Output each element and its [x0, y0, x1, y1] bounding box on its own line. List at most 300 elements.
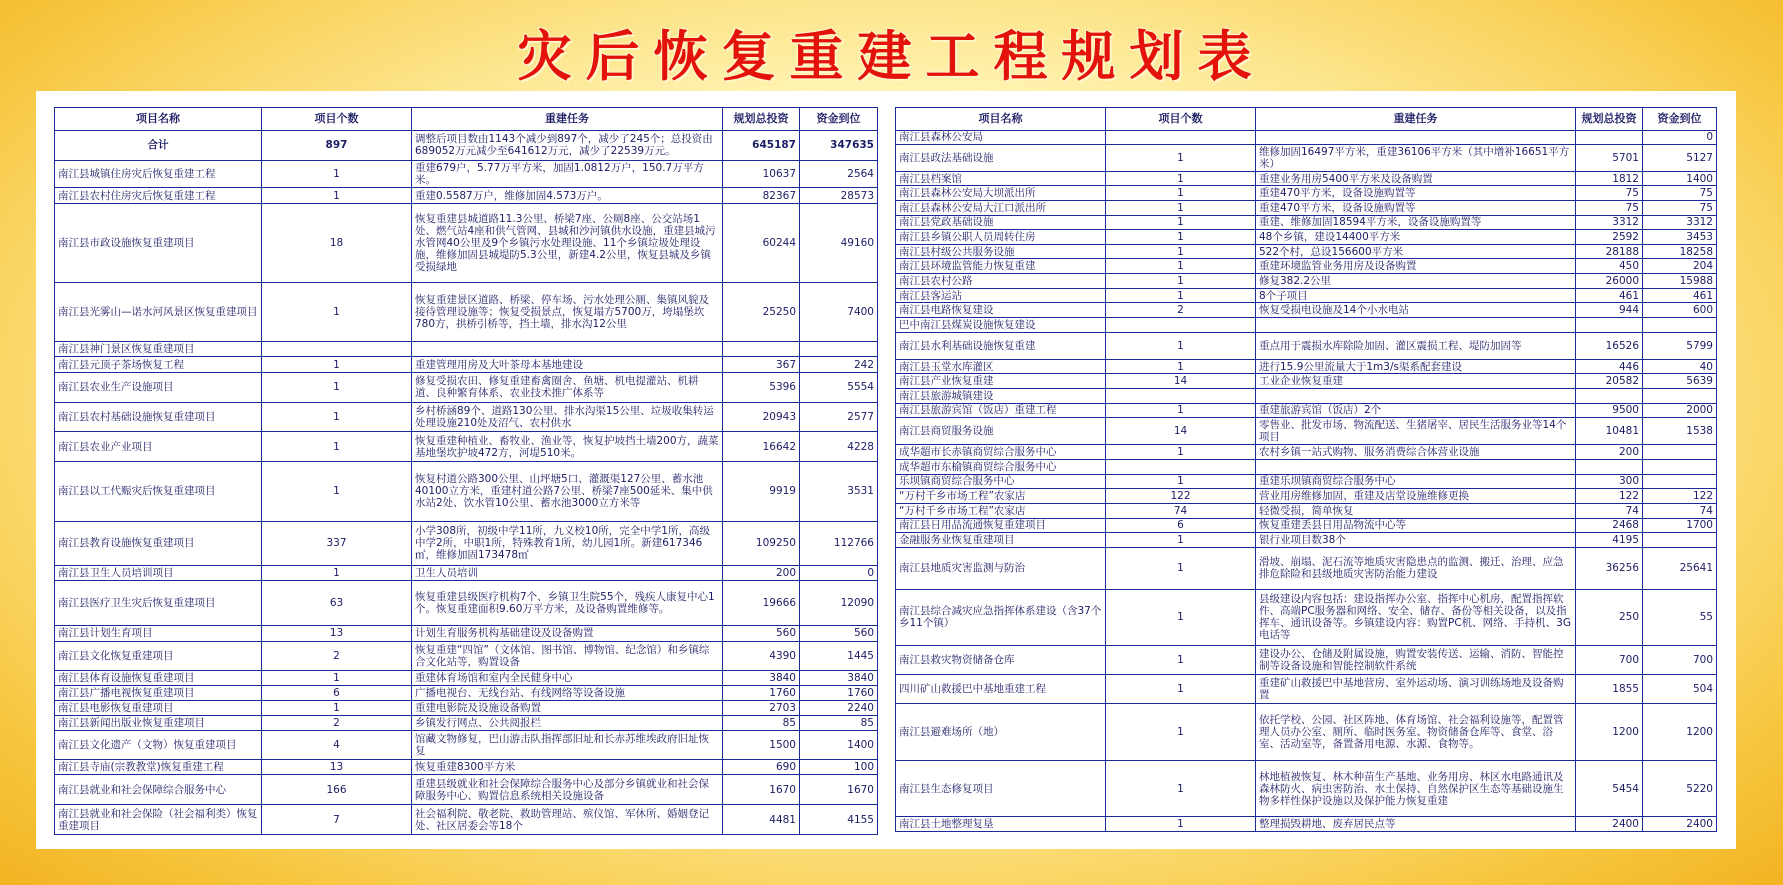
cell-total-investment: 82367	[723, 188, 800, 204]
cell-project-count: 1	[262, 373, 412, 403]
cell-total-investment: 10637	[723, 160, 800, 188]
table-row	[896, 403, 1717, 418]
table-row	[55, 566, 878, 581]
table-row	[896, 131, 1717, 145]
cell-task: 恢复重建“四馆”（文体馆、图书馆、博物馆、纪念馆）和乡镇综合文化站等，购置设备	[412, 641, 723, 671]
cell-total-investment: 200	[1576, 445, 1643, 460]
cell-task: 重建679户，5.77万平方米，加固1.0812万户，150.7万平方米。	[412, 160, 723, 188]
cell-funds-received	[1643, 460, 1717, 475]
cell-total-investment: 1760	[723, 686, 800, 701]
cell-funds-received: 1760	[800, 686, 878, 701]
cell-project-name: 南江县农业产业项目	[55, 432, 262, 462]
cell-project-count: 1	[1106, 359, 1256, 374]
cell-total-investment: 16526	[1576, 332, 1643, 359]
cell-task: 社会福利院、敬老院、救助管理站、殡仪馆、军休所、婚姻登记处、社区居委会等18个	[412, 805, 723, 835]
cell-total-investment	[1576, 460, 1643, 475]
cell-funds-received	[1643, 389, 1717, 404]
cell-total-investment	[723, 342, 800, 357]
cell-project-count: 2	[262, 715, 412, 730]
cell-funds-received: 347635	[800, 131, 878, 161]
cell-funds-received: 12090	[800, 581, 878, 626]
cell-project-name: 南江县森林公安局大坝派出所	[896, 186, 1106, 201]
cell-total-investment: 19666	[723, 581, 800, 626]
cell-funds-received: 4228	[800, 432, 878, 462]
cell-project-name: 南江县城镇住房灾后恢复重建工程	[55, 160, 262, 188]
left-table	[54, 107, 878, 835]
cell-total-investment: 250	[1576, 589, 1643, 645]
cell-total-investment: 944	[1576, 303, 1643, 318]
cell-total-investment: 16642	[723, 432, 800, 462]
cell-total-investment: 9919	[723, 462, 800, 521]
cell-funds-received: 18258	[1643, 244, 1717, 259]
cell-funds-received: 2000	[1643, 403, 1717, 418]
table-row	[55, 282, 878, 341]
cell-total-investment	[1576, 389, 1643, 404]
cell-task: 重建0.5587万户，维修加固4.573万户。	[412, 188, 723, 204]
cell-project-name: 四川矿山救援巴中基地重建工程	[896, 675, 1106, 704]
header-project-name: 项目名称	[55, 108, 262, 131]
header-funds-received: 资金到位	[1643, 108, 1717, 131]
table-row	[896, 547, 1717, 589]
cell-funds-received: 7400	[800, 282, 878, 341]
cell-project-name: 南江县日用品流通恢复重建项目	[896, 518, 1106, 533]
cell-project-name: 南江县就业和社会保险（社会福利类）恢复重建项目	[55, 805, 262, 835]
cell-total-investment: 450	[1576, 259, 1643, 274]
cell-total-investment: 690	[723, 760, 800, 775]
cell-total-investment: 5396	[723, 373, 800, 403]
cell-project-count: 1	[262, 357, 412, 373]
cell-funds-received	[1643, 317, 1717, 332]
cell-task: 重建环境监管业务用房及设备购置	[1256, 259, 1576, 274]
cell-funds-received: 5220	[1643, 760, 1717, 816]
table-row	[896, 418, 1717, 445]
cell-project-name: 南江县神门景区恢复重建项目	[55, 342, 262, 357]
cell-project-name: 南江县客运站	[896, 288, 1106, 303]
cell-task: 修复382.2公里	[1256, 274, 1576, 289]
cell-project-name: 南江县医疗卫生灾后恢复重建项目	[55, 581, 262, 626]
cell-task: 重建县级就业和社会保障综合服务中心及部分乡镇就业和社会保障服务中心、购置信息系统相关设施设备	[412, 775, 723, 805]
cell-project-name: 成华超市东榆镇商贸综合服务中心	[896, 460, 1106, 475]
cell-project-name: 南江县农业生产设施项目	[55, 373, 262, 403]
cell-project-count: 122	[1106, 489, 1256, 504]
header-project-name: 项目名称	[896, 108, 1106, 131]
table-row	[896, 171, 1717, 186]
table-row	[55, 686, 878, 701]
table-row	[55, 188, 878, 204]
cell-project-count: 1	[1106, 186, 1256, 201]
cell-project-count: 7	[262, 805, 412, 835]
cell-total-investment: 60244	[723, 204, 800, 283]
cell-project-name: 南江县就业和社会保障综合服务中心	[55, 775, 262, 805]
cell-task	[1256, 389, 1576, 404]
cell-project-name: 南江县档案馆	[896, 171, 1106, 186]
cell-project-name: 南江县森林公安局大江口派出所	[896, 200, 1106, 215]
page-title: 灾后恢复重建工程规划表	[517, 24, 1266, 88]
cell-project-name: 南江县农村住房灾后恢复重建工程	[55, 188, 262, 204]
cell-total-investment: 1200	[1576, 704, 1643, 760]
cell-project-name: 南江县文化恢复重建项目	[55, 641, 262, 671]
table-row	[55, 402, 878, 432]
cell-project-name: 南江县水利基础设施恢复重建	[896, 332, 1106, 359]
table-row	[55, 730, 878, 760]
table-row	[896, 518, 1717, 533]
cell-project-name: 南江县寺庙(宗教教堂)恢复重建工程	[55, 760, 262, 775]
cell-funds-received: 600	[1643, 303, 1717, 318]
cell-funds-received: 5799	[1643, 332, 1717, 359]
table-row	[896, 389, 1717, 404]
table-row	[896, 460, 1717, 475]
cell-project-name: 南江县电路恢复建设	[896, 303, 1106, 318]
cell-task	[1256, 131, 1576, 145]
cell-project-name: “万村千乡市场工程”农家店	[896, 503, 1106, 518]
cell-project-count: 2	[1106, 303, 1256, 318]
cell-task: 轻微受损，简单恢复	[1256, 503, 1576, 518]
table-row	[896, 200, 1717, 215]
cell-project-name: 南江县救灾物资储备仓库	[896, 645, 1106, 674]
cell-task: 重点用于震损水库除险加固、灌区震损工程、堤防加固等	[1256, 332, 1576, 359]
cell-funds-received: 100	[800, 760, 878, 775]
table-row	[55, 581, 878, 626]
cell-total-investment: 4481	[723, 805, 800, 835]
cell-project-name: 合计	[55, 131, 262, 161]
cell-funds-received: 40	[1643, 359, 1717, 374]
table-row	[55, 432, 878, 462]
cell-task: 恢复重建丢县日用品物流中心等	[1256, 518, 1576, 533]
table-row	[55, 701, 878, 716]
table-row	[55, 462, 878, 521]
cell-project-count: 1	[1106, 288, 1256, 303]
cell-total-investment: 109250	[723, 521, 800, 566]
cell-project-name: 南江县计划生育项目	[55, 625, 262, 641]
cell-task: 依托学校、公园、社区阵地、体育场馆、社会福利设施等，配置管理人员办公室、厕所、临时医务室、物资储备仓库等、食堂、浴室、活动室等，备置备用电源、水源、食物等。	[1256, 704, 1576, 760]
cell-project-name: 南江县文化遗产（文物）恢复重建项目	[55, 730, 262, 760]
cell-project-count: 74	[1106, 503, 1256, 518]
cell-total-investment: 1855	[1576, 675, 1643, 704]
table-row	[55, 760, 878, 775]
cell-funds-received: 25641	[1643, 547, 1717, 589]
cell-project-count: 1	[1106, 215, 1256, 230]
table-row	[55, 671, 878, 686]
header-project-count: 项目个数	[1106, 108, 1256, 131]
cell-task: 重建470平方米，设备设施购置等	[1256, 200, 1576, 215]
cell-task: 重建矿山救援巴中基地营房、室外运动场、演习训练场地及设备购置	[1256, 675, 1576, 704]
cell-funds-received: 3531	[800, 462, 878, 521]
cell-task: 恢复受损电设施及14个小水电站	[1256, 303, 1576, 318]
cell-task: 重建470平方米，设备设施购置等	[1256, 186, 1576, 201]
table-row	[896, 675, 1717, 704]
cell-total-investment: 36256	[1576, 547, 1643, 589]
cell-task: 重建管理用房及大叶茶母本基地建设	[412, 357, 723, 373]
table-row	[896, 503, 1717, 518]
cell-project-name: 南江县农村基础设施恢复重建项目	[55, 402, 262, 432]
cell-project-name: 南江县广播电视恢复重建项目	[55, 686, 262, 701]
cell-project-name: 南江县党政基础设施	[896, 215, 1106, 230]
cell-task: 重建、维修加固18594平方米，设备设施购置等	[1256, 215, 1576, 230]
cell-total-investment: 3840	[723, 671, 800, 686]
cell-project-count: 1	[1106, 547, 1256, 589]
cell-total-investment: 26000	[1576, 274, 1643, 289]
table-row	[896, 645, 1717, 674]
cell-project-name: 成华超市长赤镇商贸综合服务中心	[896, 445, 1106, 460]
cell-task: 恢复重建景区道路、桥梁、停车场、污水处理公厕、集镇风貌及接待管理设施等；恢复受损景点，恢复塌方5700万，垮塌堡坎780方，拱桥引桥等，挡土墙，排水沟12公里	[412, 282, 723, 341]
cell-task: 重建旅游宾馆（饭店）2个	[1256, 403, 1576, 418]
cell-task: 恢复重建种植业、畜牧业、渔业等，恢复护坡挡土墙200方，蔬菜基地堡坎护坡472方，河堤510米。	[412, 432, 723, 462]
cell-project-name: 南江县政法基础设施	[896, 144, 1106, 171]
table-row	[55, 775, 878, 805]
cell-funds-received: 560	[800, 625, 878, 641]
cell-task: 广播电视台、无线台站、有线网络等设备设施	[412, 686, 723, 701]
table-row	[896, 589, 1717, 645]
cell-project-name: 南江县玉堂水库灌区	[896, 359, 1106, 374]
cell-total-investment: 446	[1576, 359, 1643, 374]
cell-project-count: 1	[1106, 274, 1256, 289]
cell-funds-received: 5554	[800, 373, 878, 403]
cell-project-name: 南江县旅游宾馆（饭店）重建工程	[896, 403, 1106, 418]
cell-total-investment: 200	[723, 566, 800, 581]
cell-task: 馆藏文物修复，巴山游击队指挥部旧址和长赤苏维埃政府旧址恢复	[412, 730, 723, 760]
table-row	[55, 357, 878, 373]
cell-funds-received: 461	[1643, 288, 1717, 303]
cell-task: 农村乡镇一站式购物、服务消费综合体营业设施	[1256, 445, 1576, 460]
cell-funds-received	[800, 342, 878, 357]
table-row	[896, 445, 1717, 460]
cell-project-name: 南江县综合减灾应急指挥体系建设（含37个乡11个镇）	[896, 589, 1106, 645]
cell-task: 营业用房维修加固、重建及店堂设施维修更换	[1256, 489, 1576, 504]
right-table	[895, 107, 1717, 832]
cell-task: 零售业、批发市场、物流配送、生猪屠宰、居民生活服务业等14个项目	[1256, 418, 1576, 445]
cell-project-name: 南江县乡镇公职人员周转住房	[896, 230, 1106, 245]
table-row	[896, 259, 1717, 274]
cell-project-name: 南江县地质灾害监测与防治	[896, 547, 1106, 589]
header-funds-received: 资金到位	[800, 108, 878, 131]
cell-project-count: 14	[1106, 418, 1256, 445]
cell-total-investment: 461	[1576, 288, 1643, 303]
cell-task: 恢复重建县级医疗机构7个、乡镇卫生院55个，残疾人康复中心1个。恢复重建面积9.60万平方米，及设备购置维修等。	[412, 581, 723, 626]
cell-total-investment: 9500	[1576, 403, 1643, 418]
cell-project-name: 巴中南江县煤炭设施恢复建设	[896, 317, 1106, 332]
cell-total-investment: 74	[1576, 503, 1643, 518]
cell-task: 修复受损农田、修复重建畜禽圈舍、鱼塘、机电提灌站、机耕道、良种繁育体系、农业技术推广体系等	[412, 373, 723, 403]
cell-project-name: 南江县产业恢复重建	[896, 374, 1106, 389]
cell-task: 恢复重建8300平方米	[412, 760, 723, 775]
cell-task: 维修加固16497平方米，重建36106平方米（其中增补16651平方米）	[1256, 144, 1576, 171]
cell-project-name: 南江县电影恢复重建项目	[55, 701, 262, 716]
cell-project-count	[1106, 131, 1256, 145]
cell-total-investment	[1576, 317, 1643, 332]
cell-funds-received: 1445	[800, 641, 878, 671]
cell-project-count: 63	[262, 581, 412, 626]
cell-total-investment: 700	[1576, 645, 1643, 674]
table-row	[896, 215, 1717, 230]
cell-total-investment: 2703	[723, 701, 800, 716]
cell-project-name: 南江县农村公路	[896, 274, 1106, 289]
cell-project-count: 1	[1106, 589, 1256, 645]
cell-total-investment: 25250	[723, 282, 800, 341]
header-total-investment: 规划总投资	[1576, 108, 1643, 131]
table-row	[55, 625, 878, 641]
table-row	[896, 244, 1717, 259]
cell-total-investment: 75	[1576, 186, 1643, 201]
left-table-header	[55, 108, 878, 131]
cell-task	[412, 342, 723, 357]
cell-project-count: 1	[262, 462, 412, 521]
cell-total-investment: 20943	[723, 402, 800, 432]
cell-task: 整理损毁耕地、废弃居民点等	[1256, 817, 1576, 832]
cell-funds-received: 2240	[800, 701, 878, 716]
cell-funds-received: 3312	[1643, 215, 1717, 230]
cell-project-name: 乐坝镇商贸综合服务中心	[896, 474, 1106, 489]
cell-task	[1256, 460, 1576, 475]
cell-project-count: 1	[1106, 533, 1256, 548]
cell-project-count: 1	[1106, 704, 1256, 760]
cell-project-name: 南江县旅游城镇建设	[896, 389, 1106, 404]
cell-task: 卫生人员培训	[412, 566, 723, 581]
cell-total-investment: 367	[723, 357, 800, 373]
cell-project-count: 2	[262, 641, 412, 671]
cell-total-investment: 85	[723, 715, 800, 730]
table-row	[896, 374, 1717, 389]
cell-project-name: 金融服务业恢复重建项目	[896, 533, 1106, 548]
table-row	[896, 760, 1717, 816]
cell-task: 进行15.9公里流量大于1m3/s渠系配套建设	[1256, 359, 1576, 374]
table-row	[55, 641, 878, 671]
cell-project-name: 南江县光雾山—诺水河风景区恢复重建项目	[55, 282, 262, 341]
cell-total-investment: 300	[1576, 474, 1643, 489]
cell-task: 银行业项目数38个	[1256, 533, 1576, 548]
table-row	[55, 715, 878, 730]
cell-project-name: 南江县森林公安局	[896, 131, 1106, 145]
cell-task: 48个乡镇，建设14400平方米	[1256, 230, 1576, 245]
right-table-header	[896, 108, 1717, 131]
cell-funds-received: 55	[1643, 589, 1717, 645]
cell-funds-received: 1670	[800, 775, 878, 805]
cell-task: 乡镇发行网点、公共阅报栏	[412, 715, 723, 730]
cell-funds-received	[1643, 445, 1717, 460]
cell-project-count: 1	[1106, 760, 1256, 816]
cell-project-name: 南江县避难场所（地）	[896, 704, 1106, 760]
cell-project-count: 18	[262, 204, 412, 283]
cell-total-investment: 5701	[1576, 144, 1643, 171]
cell-funds-received: 0	[800, 566, 878, 581]
cell-funds-received: 49160	[800, 204, 878, 283]
cell-project-name: 南江县市政设施恢复重建项目	[55, 204, 262, 283]
cell-project-name: 南江县元顶子茶场恢复工程	[55, 357, 262, 373]
table-row	[896, 332, 1717, 359]
table-row	[55, 131, 878, 161]
cell-funds-received: 204	[1643, 259, 1717, 274]
cell-funds-received: 1538	[1643, 418, 1717, 445]
cell-project-count: 4	[262, 730, 412, 760]
cell-funds-received: 0	[1643, 131, 1717, 145]
cell-project-name: “万村千乡市场工程”农家店	[896, 489, 1106, 504]
cell-funds-received	[1643, 474, 1717, 489]
cell-project-count: 897	[262, 131, 412, 161]
cell-funds-received: 2564	[800, 160, 878, 188]
table-row	[896, 317, 1717, 332]
header-task: 重建任务	[412, 108, 723, 131]
cell-total-investment: 5454	[1576, 760, 1643, 816]
cell-total-investment: 10481	[1576, 418, 1643, 445]
cell-total-investment	[1576, 131, 1643, 145]
cell-project-name: 南江县卫生人员培训项目	[55, 566, 262, 581]
cell-project-count: 1	[262, 566, 412, 581]
table-row	[896, 303, 1717, 318]
table-row	[896, 186, 1717, 201]
cell-project-count: 1	[1106, 332, 1256, 359]
cell-project-name: 南江县商贸服务设施	[896, 418, 1106, 445]
cell-project-count: 166	[262, 775, 412, 805]
cell-funds-received: 5639	[1643, 374, 1717, 389]
cell-funds-received: 5127	[1643, 144, 1717, 171]
cell-task: 8个子项目	[1256, 288, 1576, 303]
cell-project-count: 1	[262, 402, 412, 432]
cell-project-count: 14	[1106, 374, 1256, 389]
cell-task: 小学308所，初级中学11所，九义校10所，完全中学1所，高级中学2所，中职1所，特殊教育1所，幼儿园1所。新建617346㎡，维修加固173478㎡	[412, 521, 723, 566]
cell-task: 重建乐坝镇商贸综合服务中心	[1256, 474, 1576, 489]
cell-project-count: 1	[1106, 675, 1256, 704]
cell-project-name: 南江县教育设施恢复重建项目	[55, 521, 262, 566]
cell-project-count: 1	[262, 282, 412, 341]
cell-project-count: 1	[1106, 817, 1256, 832]
cell-project-name: 南江县土地整理复垦	[896, 817, 1106, 832]
cell-project-count	[262, 342, 412, 357]
cell-funds-received: 85	[800, 715, 878, 730]
cell-funds-received: 3453	[1643, 230, 1717, 245]
cell-project-count: 6	[262, 686, 412, 701]
cell-funds-received: 242	[800, 357, 878, 373]
cell-project-count: 1	[1106, 645, 1256, 674]
cell-total-investment: 1500	[723, 730, 800, 760]
header-total-investment: 规划总投资	[723, 108, 800, 131]
table-row	[55, 342, 878, 357]
cell-project-count: 1	[1106, 244, 1256, 259]
cell-task: 恢复重建县城道路11.3公里、桥梁7座、公厕8座、公交站场1处、燃气站4座和供气管网、县城和沙河镇供水设施，重建县城污水管网40公里及9个乡镇污水处理设施、11个乡镇垃圾处理设施，维修加固县城堤防5.3公里，新建4.2公里，恢复县城及乡镇受损绿地	[412, 204, 723, 283]
cell-funds-received: 75	[1643, 200, 1717, 215]
table-row	[55, 521, 878, 566]
cell-task: 林地植被恢复、林木种苗生产基地、业务用房、林区水电路通讯及森林防火、病虫害防治、水土保持、自然保护区生态等基础设施生物多样性保护设施以及保护能力恢复重建	[1256, 760, 1576, 816]
cell-task: 滑坡、崩塌、泥石流等地质灾害隐患点的监测、搬迁、治理、应急排危除险和县级地质灾害防治能力建设	[1256, 547, 1576, 589]
header-task: 重建任务	[1256, 108, 1576, 131]
table-row	[896, 474, 1717, 489]
cell-funds-received: 15988	[1643, 274, 1717, 289]
cell-funds-received: 2400	[1643, 817, 1717, 832]
cell-total-investment: 20582	[1576, 374, 1643, 389]
cell-project-count: 6	[1106, 518, 1256, 533]
cell-total-investment: 2592	[1576, 230, 1643, 245]
cell-task: 县级建设内容包括：建设指挥办公室、指挥中心机房，配置指挥软件、高端PC服务器和网络、安全、储存、备份等相关设备，以及指挥车、通讯设备等。乡镇建设内容：购置PC机、网络、手持机、3G电话等	[1256, 589, 1576, 645]
cell-funds-received: 74	[1643, 503, 1717, 518]
cell-funds-received: 1400	[1643, 171, 1717, 186]
cell-total-investment: 122	[1576, 489, 1643, 504]
table-row	[55, 805, 878, 835]
cell-project-name: 南江县环境监管能力恢复重建	[896, 259, 1106, 274]
cell-project-count: 1	[262, 671, 412, 686]
cell-task: 522个村，总设156600平方米	[1256, 244, 1576, 259]
cell-project-count: 1	[262, 432, 412, 462]
cell-total-investment: 28188	[1576, 244, 1643, 259]
table-row	[896, 533, 1717, 548]
table-row	[896, 359, 1717, 374]
cell-total-investment: 3312	[1576, 215, 1643, 230]
cell-task: 恢复村道公路300公里、山坪塘5口、灌溉渠127公里、蓄水池40100立方米，重建村道公路7公里、桥梁7座500延米、集中供水站2处、饮水管10公里、蓄水池3000立方米等	[412, 462, 723, 521]
cell-total-investment: 645187	[723, 131, 800, 161]
cell-project-count: 1	[1106, 474, 1256, 489]
table-row	[55, 160, 878, 188]
cell-total-investment: 560	[723, 625, 800, 641]
cell-funds-received: 112766	[800, 521, 878, 566]
cell-funds-received: 28573	[800, 188, 878, 204]
cell-task: 建设办公、仓储及附属设施，购置安装传送、运输、消防、智能控制等设备设施和智能控制软件系统	[1256, 645, 1576, 674]
